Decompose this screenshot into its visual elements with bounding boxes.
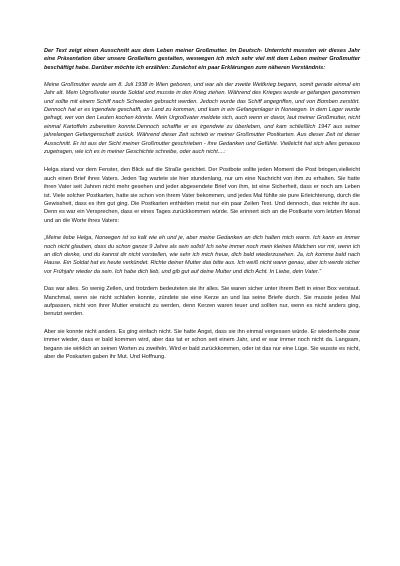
intro-paragraph: Der Text zeigt einen Ausschnitt aus dem Leben meiner Großmutter. Im Deutsch- Unterricht mussten wir dieses Jahr eine Präsentation über unsere Großeltern gestalten, weswegen ich mich sehr viel mit dem Leben meiner Großmutter beschäftigt habe. Darüber möchte ich erzählen: Zunächst ein paar Erklärungen zum näheren Verständnis: [44,48,360,71]
background-paragraph: Meine Großmutter wurde am 8. Juli 1938 in Wien geboren, und war als der zweite Weltkrieg begann, somit gerade einmal ein Jahr alt. Mein Urgroßvater wurde Soldat und musste in den Krieg ziehen. Während des Krieges wurde er gefangen genommen und sollte mit einem Schiff nach Schweden gebracht werden. Jedoch wurde das Schiff angegriffen, und von Bomben zerstört. Dennoch hat er es irgendwie geschafft, an Land zu kommen, und kam in ein Gefangenlager in Norwegen. In dem Lager wurde gefragt, wer von den Leuten kochen könnte. Mein Urgroßvater meldete sich, auch wenn er davor, laut meiner Großmutter, nicht einmal Kartoffeln zubereiten konnte.Dennoch schaffte er es irgendwie zu überleben, und kam schließlich 1947 aus seiner jahrelangen Gefangenschaft zurück. Während dieser Zeit schrieb er meiner Großmutter Postkarten. Aus dieser Zeit ist dieser Ausschnitt. Er ist aus der Sicht meiner Großmutter geschrieben - ihre Gedanken und Gefühle. Vielleicht hat sich alles genauso zugetragen, wie ich es in meiner Geschichte schreibe, oder auch nicht....: [44,81,360,155]
document-page [44,47,360,362]
story-paragraph-2: Das war alles. So wenig Zeilen, und trotzdem bedeuteten sie ihr alles. Sie waren sicher unter ihrem Bett in einer Box verstaut. Manchmal, wenn sie nicht schlafen konnte, zündete sie eine Kerze an und las seine Briefe durch. Sie musste jedes Mal aufpassen, nicht von ihrer Mutter erwischt zu werden, denn Kerzen waren teuer und sollten nur, wenn es nicht anders ging, benutzt werden. [44,286,360,318]
story-paragraph-1: Helga stand vor dem Fenster, den Blick auf die Straße gerichtet. Der Postbote sollte jeden Moment die Post bringen,vielleicht auch einen Brief ihres Vaters. Jeden Tag wartete sie hier stundenlang, nur um eine Nachricht von ihm zu erhalten. Sie hatte ihren Vater seit Jahren nicht mehr gesehen und jeder abgesendete Brief von ihm, ist eine Sicherheit, dass er noch am Leben ist. Viele solcher Postkarten, hatte sie schon von ihrem Vater bekommen, und jedes Mal fühlte sie pure Erleichterung, durch die Gewissheit, dass es ihm gut ging. Die Postkarten enthielten meist nur ein paar Zeilen Text. Und dennoch, das reichte ihr aus. Denn es war ein Versprechen, dass er eines Tages zurückkommen würde. Sie erinnert sich an die Postkarte vom letzten Monat und an die Worte ihres Vaters: [44,167,360,224]
story-paragraph-3: Aber sie konnte nicht anders. Es ging einfach nicht. Sie hatte Angst, dass sie ihn einmal vergessen würde. Er wiederholte zwar immer wieder, dass er bald kommen wird, aber das tat er schon seit einem Jahr, und er war immer noch nicht da. Langsam, begann sie wirklich an seinen Worten zu zweifeln. Wird er bald zurückkommen, oder ist das nur eine Lüge. Sie wusste es nicht, aber die Poskarten gaben ihr Mut. Und Hoffnung. [44,328,360,361]
postcard-quote: „Meine liebe Helga, Norwegen ist so kalt wie eh und je, aber meine Gedanken an dich halten mich warm. Ich kann es immer noch nicht glauben, dass du schon ganze 9 Jahre als sein sollst! Ich sehe immer noch mein kleines Mädchen vor mir, wenn ich an dich denke, und du kannst dir nicht vorstellen, wie sehr ich mich freue, dich bald wiederzusehen. Ja, ich komme bald nach Hause. Ein Soldat hat es heute verkündet. Richte deiner Mutter das bitte aus. Ich weiß nicht wann genau, aber ich werde sicher vor Frühjahr wieder da sein. Ich habe dich lieb, und gib gut auf deine Mutter und dich Acht. In Liebe, dein Vater.“ [44,235,360,275]
